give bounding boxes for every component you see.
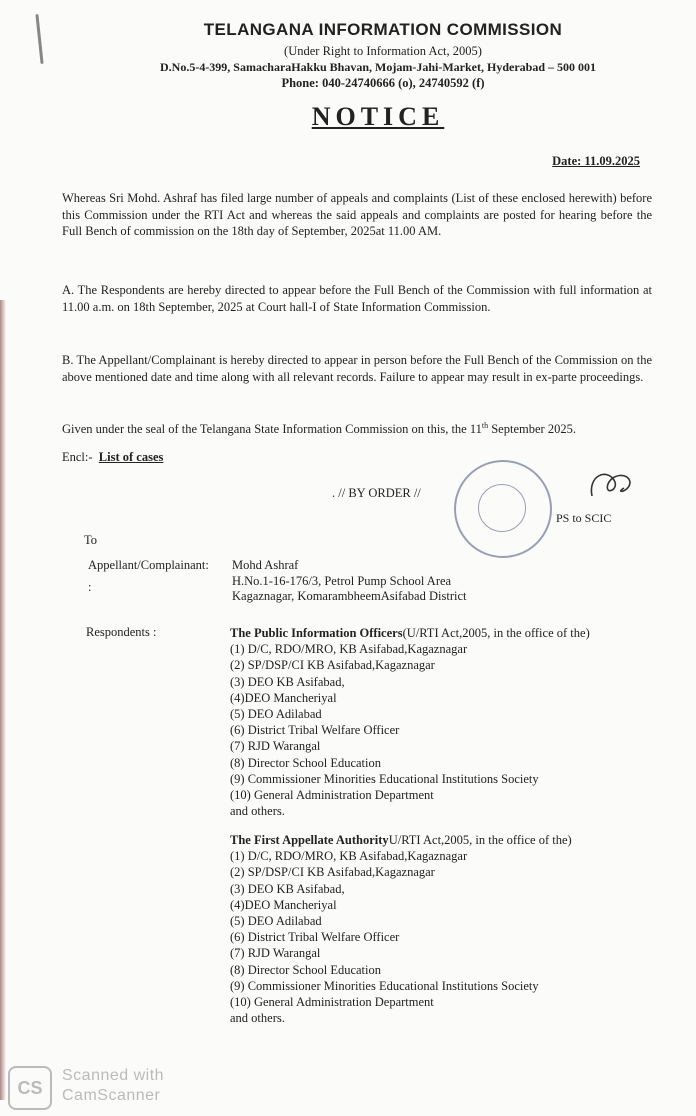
page-edge-shadow [0,300,6,1100]
list-of-cases-link[interactable]: List of cases [98,450,164,464]
camscanner-logo-icon: CS [8,1066,52,1110]
list-item: (9) Commissioner Minorities Educational Institutions Society [230,978,539,993]
notice-title: NOTICE [311,102,445,131]
list-item: (1) D/C, RDO/MRO, KB Asifabad,Kagaznagar [230,642,468,657]
appellant-name: Mohd Ashraf [232,558,299,572]
to-label: To [84,533,98,547]
list-item: (3) DEO KB Asifabad, [230,674,345,689]
act-line: (Under Right to Information Act, 2005) [284,44,482,58]
list-item: (6) District Tribal Welfare Officer [230,930,400,945]
list-item: (3) DEO KB Asifabad, [230,881,345,896]
list-item: (7) RJD Warangal [230,739,321,754]
list-item: (8) Director School Education [230,962,381,977]
pio-list [230,625,590,819]
paragraph-whereas: Whereas Sri Mohd. Ashraf has filed large number of appeals and complaints (List of these enclosed herewith) before this Commission under the RTI Act and whereas the said appeals and complaints are posted for hearing before the Full Bench of commission on the 18th day of September, 2025at 11.00 AM. [62,191,652,238]
faa-list [230,832,572,1026]
paragraph-appellant-directive: B. The Appellant/Complainant is hereby directed to appear in person before the Full Bench of the Commission on the above mentioned date and time along with all relevant records. Failure to appear may result in ex-parte proceedings. [62,353,652,384]
list-item: (7) RJD Warangal [230,946,321,961]
list-item: (9) Commissioner Minorities Educational Institutions Society [230,771,539,786]
list-item: (4)DEO Mancheriyal [230,897,337,912]
by-order: . // BY ORDER // [332,486,421,500]
list-item: (2) SP/DSP/CI KB Asifabad,Kagaznagar [230,658,435,673]
commission-seal [454,460,552,558]
pio-heading: The Public Information Officers(U/RTI Act,2005, in the office of the) [230,626,590,640]
list-item: and others. [230,1011,285,1026]
list-item: (4)DEO Mancheriyal [230,690,337,705]
appellant-address-line2: Kagaznagar, KomarambheemAsifabad District [232,589,467,603]
list-item: (8) Director School Education [230,755,381,770]
list-item: (10) General Administration Department [230,995,434,1010]
camscanner-watermark: Scanned with CamScanner [62,1067,165,1104]
list-item: (5) DEO Adilabad [230,914,322,929]
notice-date: Date: 11.09.2025 [552,154,640,168]
list-item: (10) General Administration Department [230,788,434,803]
appellant-label: Appellant/Complainant: [88,558,209,572]
list-item: (6) District Tribal Welfare Officer [230,723,400,738]
appellant-address-line1: H.No.1-16-176/3, Petrol Pump School Area [232,573,452,588]
org-name: TELANGANA INFORMATION COMMISSION [203,20,563,39]
list-item: (1) D/C, RDO/MRO, KB Asifabad,Kagaznagar [230,849,468,864]
phone-line: Phone: 040-24740666 (o), 24740592 (f) [281,76,485,90]
signature [584,466,634,506]
paragraph-seal: Given under the seal of the Telangana State Information Commission on this, the 11th September 2025. [62,421,576,437]
signatory: PS to SCIC [556,511,612,525]
enclosure: Encl:- List of cases [62,450,164,464]
faa-heading: The First Appellate AuthorityU/RTI Act,2005, in the office of the) [230,833,572,847]
list-item: and others. [230,804,285,819]
appellant-colon: : [88,580,92,594]
respondents-label: Respondents : [86,625,157,639]
appellant-address [232,558,466,605]
list-item: (5) DEO Adilabad [230,707,322,722]
paragraph-respondents-directive: A. The Respondents are hereby directed to appear before the Full Bench of the Commission with full information at 11.00 a.m. on 18th September, 2025 at Court hall-I of State Information Commission. [62,283,652,314]
address-line: D.No.5-4-399, SamacharaHakku Bhavan, Mojam-Jahi-Market, Hyderabad – 500 001 [159,60,596,74]
list-item: (2) SP/DSP/CI KB Asifabad,Kagaznagar [230,865,435,880]
